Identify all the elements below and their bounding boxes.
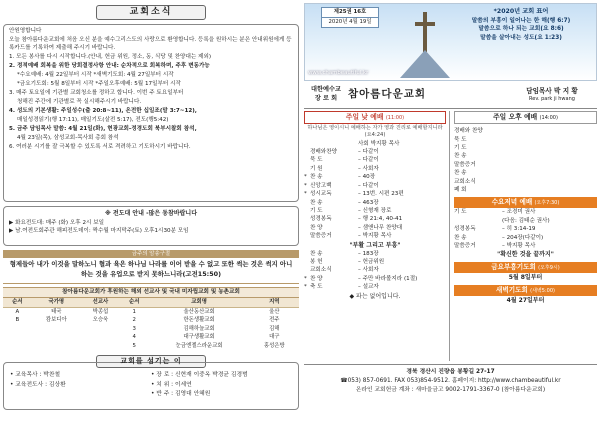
order-value — [502, 152, 597, 160]
denomination-line: 장 로 회 — [314, 94, 338, 102]
support-row — [3, 334, 299, 342]
service-title-text: 새벽기도회 — [496, 286, 528, 295]
support-cell: B — [15, 317, 20, 324]
support-cell: 대구생활교회 — [183, 334, 215, 341]
service-title-text: 주일 낮 예배 — [345, 113, 384, 121]
order-row — [304, 275, 446, 283]
support-cell: 4 — [132, 334, 136, 341]
dawn-start-date: 4월 27일부터 — [506, 297, 545, 305]
wednesday-sermon-title: "확신한 것을 끝까지" — [497, 251, 554, 259]
order-row — [304, 232, 446, 240]
order-item: 찬 송 — [454, 153, 467, 160]
news-line: 3. 매주 토요일에 기관별 교회청소를 정하고 합니다. 이번 주 토요일부터 — [9, 89, 184, 96]
support-cell — [32, 342, 81, 350]
stand-marker: * — [304, 284, 307, 291]
order-value — [502, 136, 597, 144]
support-row — [3, 342, 299, 350]
order-value — [502, 127, 597, 135]
servers-right-col — [151, 372, 292, 406]
order-item: 경배와찬양 — [310, 149, 338, 156]
sunday-afternoon-title — [454, 111, 597, 124]
server-line: • 장 로 : 신현재 이중옥 박경균 김경범 — [151, 371, 248, 378]
order-value — [502, 186, 597, 194]
order-value: – 다같이 — [358, 157, 379, 164]
order-value: – 다같이 — [358, 182, 379, 189]
issue-number: 제25권 16호 — [322, 8, 378, 18]
issue-box — [321, 7, 379, 28]
order-item: 찬 송 — [454, 170, 467, 177]
support-header: 교회명 — [149, 298, 250, 308]
order-value: – 13번. 시편 23편 — [358, 191, 404, 198]
order-value: – 463장 — [358, 199, 379, 206]
news-title: 교회소식 — [96, 5, 206, 20]
other-services-column — [450, 111, 597, 361]
motto-line: 말씀으로 하나 되는 교회(요 8:6) — [478, 26, 564, 33]
news-line: 4월 23일(목), 삼성교회-목사회 총회 참석 — [17, 135, 119, 142]
order-item: 폐 회 — [454, 187, 467, 194]
support-cell: 한돈생활교회 — [183, 317, 215, 324]
order-item: 찬 양 — [310, 224, 323, 231]
memory-verse-title: 금주의 암송구절 — [3, 251, 299, 258]
news-line: 청해진 주간에 기관별로 꼭 실시해주시기 바랍니다. — [17, 98, 142, 105]
order-row — [454, 178, 597, 186]
church-name: 참아름다운교회 — [348, 88, 427, 101]
service-time: (새벽5:00) — [530, 288, 555, 295]
order-value: – 행 21:4, 40-41 — [358, 216, 403, 223]
order-row — [304, 173, 446, 181]
order-value: – 신형재 장로 — [358, 207, 392, 214]
support-cell: 캄보디아 — [45, 317, 67, 324]
order-value — [502, 178, 597, 186]
order-row — [304, 250, 446, 258]
news-line: 매일성경읽기(행 17:11), 매일기도(살전 5:17), 전도(행5:42) — [17, 116, 169, 123]
order-item: 찬 송 — [310, 174, 323, 181]
order-row — [454, 242, 597, 250]
news-line: 안원영합니다 — [9, 28, 42, 34]
order-row — [454, 161, 597, 169]
order-item: 기 원 — [310, 165, 323, 172]
support-cell: A — [15, 308, 20, 315]
support-cell: 홍성은방 — [263, 342, 285, 349]
wednesday-service-title — [454, 197, 597, 208]
servers-left-col — [10, 372, 151, 406]
support-cell: 전주 — [269, 317, 280, 324]
order-row — [454, 169, 597, 177]
order-value: – 사회자 — [358, 165, 379, 172]
support-row — [3, 317, 299, 325]
order-item: 말씀증거 — [454, 242, 476, 249]
stand-marker: * — [304, 191, 307, 198]
support-cell — [3, 334, 32, 342]
order-item: 묵 도 — [310, 157, 323, 164]
support-cell: 오승욱 — [92, 317, 109, 324]
news-line: 6. 여러분 시기를 잘 극복할 수 있도록 서로 격려하고 기도하시기 바랍니다. — [9, 144, 191, 151]
cross-icon — [423, 12, 427, 52]
support-cell: 김해 — [269, 325, 280, 332]
order-value: – 사회자 — [358, 267, 379, 274]
order-row — [454, 152, 597, 160]
order-value: – 설교자 — [358, 284, 379, 291]
order-value: – 샘앤나무 찬양대 — [358, 224, 403, 231]
service-time: (오후9시) — [538, 265, 560, 272]
news-line: 4. 성도의 기본생활: 주일성수(출 20:8~11), 온전한 십일조(말 3:7~12), — [9, 107, 197, 114]
order-value: – 204장(다같이) — [502, 234, 544, 241]
server-line: • 치 위 : 이세연 — [151, 381, 192, 388]
support-header: 국가명 — [32, 298, 81, 308]
support-cell: 눈금엔젤스라운교회 — [175, 342, 223, 349]
order-value: – 다같이 — [358, 149, 379, 156]
sermon-title: "부활 그리고 부흥" — [349, 241, 401, 249]
pastor-block — [507, 87, 597, 103]
leader-row — [304, 140, 446, 148]
order-row — [454, 234, 597, 242]
order-row — [454, 208, 597, 216]
order-row — [454, 136, 597, 144]
service-title-text: 주일 오후 예배 — [493, 113, 538, 121]
order-item: 기 도 — [310, 207, 323, 214]
order-row — [304, 156, 446, 164]
left-panel — [3, 3, 299, 421]
server-line: • 교육전도사 : 김상환 — [10, 381, 66, 388]
support-cell: 김해하늘교회 — [183, 325, 215, 332]
order-item: 찬 송 — [310, 199, 323, 206]
server-line: • 반 주 : 김영대 안혜원 — [151, 391, 211, 398]
service-time: (오후7:30) — [534, 200, 560, 207]
support-header-row — [3, 298, 299, 308]
order-value: – 40장 — [358, 174, 376, 181]
server-line: • 교육목사 : 박찬철 — [10, 371, 61, 378]
support-cell: 1 — [132, 308, 136, 315]
order-item: 기 도 — [454, 209, 467, 216]
issue-date: 2020년 4월 19일 — [328, 19, 372, 25]
order-row — [454, 144, 597, 152]
news-line: 1. 모든 봉사를 다시 시작합니다.(안내, 헌금 위원, 정소, 동, 식당 및 찬양대는 제외) — [9, 53, 212, 60]
servers-box — [3, 362, 299, 410]
cross-bar-icon — [415, 22, 435, 26]
support-cell: 3 — [132, 325, 136, 332]
site-url-small: www.chambeautiful.kr — [308, 70, 369, 76]
support-table — [3, 298, 299, 351]
support-cell — [32, 325, 81, 333]
order-row — [454, 217, 597, 225]
support-cell — [81, 325, 120, 333]
service-time: (11:00) — [385, 115, 405, 121]
order-item: 성경봉독 — [454, 226, 476, 233]
support-cell: 박종섭 — [92, 308, 109, 315]
order-value: – 조경미 권사 — [502, 209, 536, 216]
support-cell: 2 — [132, 317, 136, 324]
sunday-morning-title — [304, 111, 446, 124]
contact-phone: ☎053) 857-0691. FAX 053)854-9512. 홈페이지: http://www.chambeautiful.kr — [340, 377, 561, 384]
order-row — [304, 199, 446, 207]
stand-marker: * — [304, 275, 307, 282]
support-header: 순서 — [120, 298, 149, 308]
stand-marker: * — [304, 182, 307, 189]
order-value — [502, 144, 597, 152]
support-cell — [81, 342, 120, 350]
support-cell — [3, 342, 32, 350]
order-item: 성경봉독 — [310, 216, 332, 223]
offering-account: 온라인 교회헌금 계좌 : 새마을금고 9002-1791-3367-0 (참아름다운교회) — [355, 386, 546, 393]
order-item: 경배와 찬양 — [454, 128, 483, 135]
order-value: – 헌금위원 — [358, 258, 385, 265]
order-value: – 히 3:14-19 — [502, 226, 536, 233]
memory-verse — [3, 250, 299, 284]
order-item — [454, 217, 502, 225]
denomination — [304, 86, 348, 102]
order-end-note: ◆ 파는 없어입니다. — [349, 292, 401, 300]
order-item: 묵 도 — [454, 136, 467, 143]
order-row — [304, 165, 446, 173]
order-row — [304, 182, 446, 190]
support-cell — [32, 334, 81, 342]
order-item: 말씀증거 — [310, 233, 332, 240]
order-item: 말씀증거 — [454, 161, 476, 168]
news-line: *수요예배: 4월 22일부터 시작 *새벽기도회: 4월 27일부터 시작 — [17, 71, 174, 78]
order-value — [502, 161, 597, 169]
dawn-prayer-title — [454, 285, 597, 296]
friday-prayer-title — [454, 262, 597, 273]
service-title-text: 수요저녁 예배 — [491, 198, 533, 207]
order-row — [304, 266, 446, 274]
evangelism-box — [3, 206, 299, 246]
evangelism-title: ※ 전도대 안내 -많은 동참바랍니다 — [104, 210, 198, 217]
order-item: 찬 양 — [310, 275, 323, 282]
order-item: 기 도 — [454, 144, 467, 151]
order-row — [304, 207, 446, 215]
order-row — [304, 148, 446, 156]
contact-footer — [304, 364, 597, 395]
support-cell: 울산 — [269, 308, 280, 315]
invocation-verse: 하나님은 영이시니 예배하는 자가 영과 진리로 예배할지니라(요4:24) — [307, 125, 443, 138]
news-line: 2. 정적예배 회복을 위한 당회결정사항 안내: 순차적으로 회복하며, 주후 변동가능 — [9, 62, 210, 69]
support-cell: 5 — [132, 342, 136, 349]
church-motto — [454, 8, 588, 42]
order-row — [304, 283, 446, 291]
support-header: 지역 — [250, 298, 299, 308]
order-item: 성시교독 — [310, 191, 332, 198]
denomination-line: 대한예수교 — [311, 86, 341, 94]
support-title: 참아름다운교회가 후원하는 해외 선교사 및 국내 미자립교회 및 농촌교회 — [3, 287, 299, 299]
right-panel — [304, 3, 597, 421]
support-cell: 태국 — [51, 308, 62, 315]
order-row — [304, 215, 446, 223]
order-value: (다음: 김태순 권사) — [502, 217, 550, 224]
support-cell — [81, 334, 120, 342]
order-value — [502, 169, 597, 177]
support-header: 선교사 — [81, 298, 120, 308]
service-title-text: 금요부흥기도회 — [491, 263, 536, 272]
order-item: 교회소식 — [454, 178, 476, 185]
order-value: – 주만 바라볼지라 (1절) — [358, 275, 418, 282]
order-value: – 박지황 목사 — [358, 233, 392, 240]
news-line: *금요기도회: 5월 8일부터 시작 *주일오후예배: 5월 17일부터 시작 — [17, 80, 181, 87]
evangelism-line: ▶ 남.여전도회주관 해피전도데이: 짝수월 마지막주(토) 오후1시30분 모임 — [9, 227, 189, 234]
order-row — [454, 127, 597, 135]
support-row — [3, 308, 299, 317]
church-address: 경북 경산시 진량읍 봉황길 27-17 — [406, 369, 495, 375]
motto-title: *2020년 교회 표어 — [493, 8, 549, 15]
order-item: 봉 헌 — [310, 258, 323, 265]
pastor-name-en: Rev. park ji hwang — [529, 95, 575, 102]
support-row — [3, 325, 299, 333]
evangelism-line: ▶ 화요전도대: 매주 (화) 오후 2시 보일 — [9, 220, 105, 227]
support-header: 순서 — [3, 298, 32, 308]
worship-columns — [304, 111, 597, 361]
friday-start-date: 5월 8일부터 — [508, 274, 543, 282]
motto-line: 말씀의 부흥이 일어나는 한 해(행 6:7) — [471, 17, 571, 24]
news-box — [3, 24, 299, 202]
motto-line: 말씀을 살아내는 성도(요 1:23) — [480, 34, 562, 41]
order-value: – 183장 — [358, 250, 379, 257]
service-time: (14:00) — [539, 115, 558, 121]
order-row — [304, 224, 446, 232]
news-line: 5. 금주 담임목사 말씀: 4월 21일(화), 현광교회-정경도회 북부시찰회 참석, — [9, 126, 197, 133]
cover-banner — [304, 3, 597, 81]
support-cell — [3, 325, 32, 333]
pastor-name: 담임목사 박 지 황 — [526, 86, 578, 95]
support-cell: 울산동산교회 — [183, 308, 215, 315]
leader-text: 사회 박지황 목사 — [358, 140, 400, 147]
order-item: 신앙고백 — [310, 182, 332, 189]
support-cell: 대구 — [269, 334, 280, 341]
memory-verse-text: 형제들아 내가 이것을 말하노니 혈과 육은 하나님 나라를 이어 받을 수 없고 또한 썩는 것은 썩지 아니하는 것을 유업으로 받지 못하느니라(고전15:50) — [9, 260, 293, 278]
order-item: 축 도 — [310, 284, 323, 291]
order-item: 찬 송 — [454, 234, 467, 241]
order-value: – 박지황 목사 — [502, 242, 536, 249]
sunday-morning-column — [304, 111, 450, 361]
order-row — [304, 258, 446, 266]
order-item: 교회소식 — [310, 267, 332, 274]
order-row — [454, 186, 597, 194]
news-line: 오늘 참아름다운교회에 처음 오신 분을 예수그리스도의 사랑으로 환영합니다. 등록을 원하시는 분은 안내위원에게 등록카드를 기록하여 제출해 주시기 바랍니다. — [9, 37, 292, 51]
church-roof-icon — [400, 50, 450, 78]
stand-marker: * — [304, 174, 307, 181]
order-item: 찬 송 — [310, 250, 323, 257]
church-name-bar — [304, 81, 597, 109]
order-row — [304, 190, 446, 198]
servers-title: 교회를 섬기는 이 — [96, 355, 206, 368]
order-row — [454, 225, 597, 233]
